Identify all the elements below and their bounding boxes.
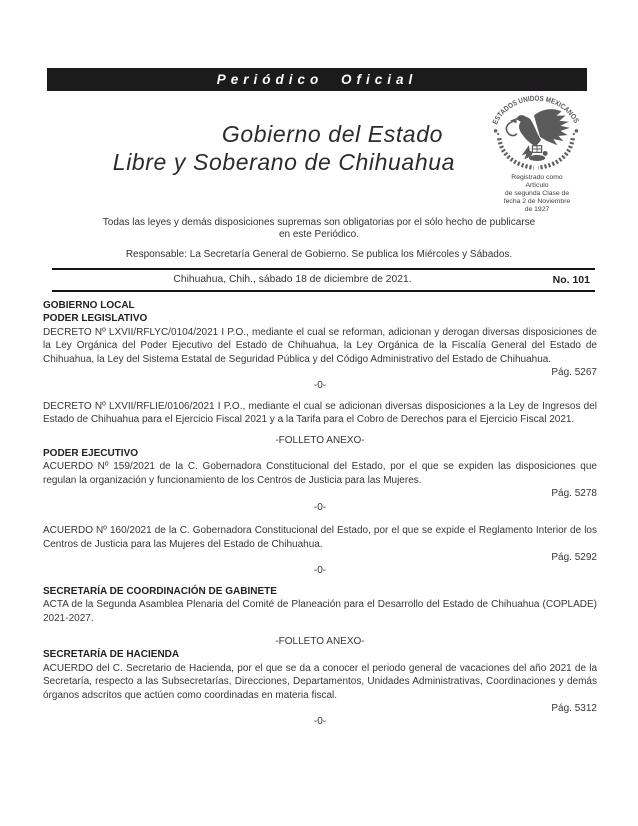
national-coat-of-arms-seal — [489, 94, 583, 176]
registration-note-line: Registrado como — [511, 174, 563, 181]
masthead-banner — [47, 68, 587, 91]
registration-note — [478, 174, 596, 214]
toc-page-ref: Pág. 5278 — [551, 488, 597, 500]
toc-page-ref: Pág. 5312 — [551, 702, 597, 714]
eagle-seal-icon — [489, 94, 583, 176]
toc-separator: -0- — [313, 716, 327, 728]
toc-separator: -0- — [313, 380, 327, 392]
issue-number: No. 101 — [552, 274, 590, 286]
registration-note-line: de segunda Clase de — [504, 190, 570, 197]
issue-bar — [52, 268, 595, 292]
toc-heading: GOBIERNO LOCAL — [43, 300, 135, 311]
table-of-contents — [43, 299, 597, 729]
toc-entry: ACUERDO del C. Secretario de Hacienda, por el que se da a conocer el periodo general de vacaciones del año 2021 de la Secretaría, respecto a las Subsecretarías, Direcciones, Departamentos, Unidades Administrativas, Coordinaciones y demás órganos adscritos que actúen como coordinadas en materia fiscal. — [43, 662, 597, 701]
registration-note-line: de 1927 — [524, 206, 550, 213]
legal-notice-line1: Todas las leyes y demás disposiciones supremas son obligatorias por el sólo hecho de publicarse — [102, 217, 536, 228]
toc-page-ref: Pág. 5292 — [551, 551, 597, 563]
registration-note-line: Artículo — [525, 182, 549, 189]
toc-entry: DECRETO Nº LXVII/RFLIE/0106/2021 I P.O., mediante el cual se adicionan diversas disposiciones a la Ley de Ingresos del Estado de Chihuahua para el Ejercicio Fiscal 2021 y a la Tarifa para el Cobro de Derechos para el Ejercicio Fiscal 2021. — [43, 400, 597, 426]
state-title-line1: Gobierno del Estado — [221, 121, 443, 147]
toc-entry: ACUERDO Nº 160/2021 de la C. Gobernadora Constitucional del Estado, por el que se expide el Reglamento Interior de los Centros de Justicia para las Mujeres del Estado de Chihuahua. — [43, 525, 597, 550]
toc-heading: PODER LEGISLATIVO — [43, 313, 148, 325]
toc-separator: -0- — [313, 565, 327, 577]
issue-place-date: Chihuahua, Chih., sábado 18 de diciembre de 2021. — [173, 274, 412, 285]
toc-page-ref: Pág. 5267 — [551, 367, 597, 379]
toc-heading: PODER EJECUTIVO — [43, 448, 139, 460]
toc-separator: -0- — [313, 501, 327, 513]
toc-annex-note: -FOLLETO ANEXO- — [275, 635, 365, 647]
toc-heading: SECRETARÍA DE HACIENDA — [43, 649, 180, 661]
legal-notice — [0, 217, 638, 241]
toc-entry: ACUERDO Nº 159/2021 de la C. Gobernadora Constitucional del Estado, por el que se expiden las disposiciones que regulan la organización y funcionamiento de los Centros de Justicia para las Mujeres. — [43, 461, 597, 486]
toc-entry: DECRETO Nº LXVII/RFLYC/0104/2021 I P.O., mediante el cual se reforman, adicionan y derogan diversas disposiciones de la Ley Orgánica del Poder Ejecutivo del Estado de Chihuahua, la Ley Orgánica de la Fiscalía General del Estado de Chihuahua, la Ley del Sistema Estatal de Seguridad Pública y del Código Administrativo del Estado de Chihuahua. — [43, 326, 597, 365]
state-title-line2: Libre y Soberano de Chihuahua — [112, 149, 455, 175]
toc-heading: SECRETARÍA DE COORDINACIÓN DE GABINETE — [43, 585, 277, 597]
toc-annex-note: -FOLLETO ANEXO- — [275, 434, 365, 446]
seal-circular-text: ESTADOS UNIDOS MEXICANOS — [490, 94, 582, 126]
toc-entry: ACTA de la Segunda Asamblea Plenaria del Comité de Planeación para el Desarrollo del Estado de Chihuahua (COPLADE) 2021-2027. — [43, 599, 597, 624]
banner-title: Periódico Oficial — [216, 72, 418, 87]
eagle-figure — [506, 109, 569, 161]
registration-note-line: fecha 2 de Noviembre — [503, 198, 571, 205]
legal-notice-line2: en este Periódico. — [278, 229, 360, 241]
responsible-note: Responsable: La Secretaría General de Gobierno. Se publica los Miércoles y Sábados. — [125, 249, 513, 260]
